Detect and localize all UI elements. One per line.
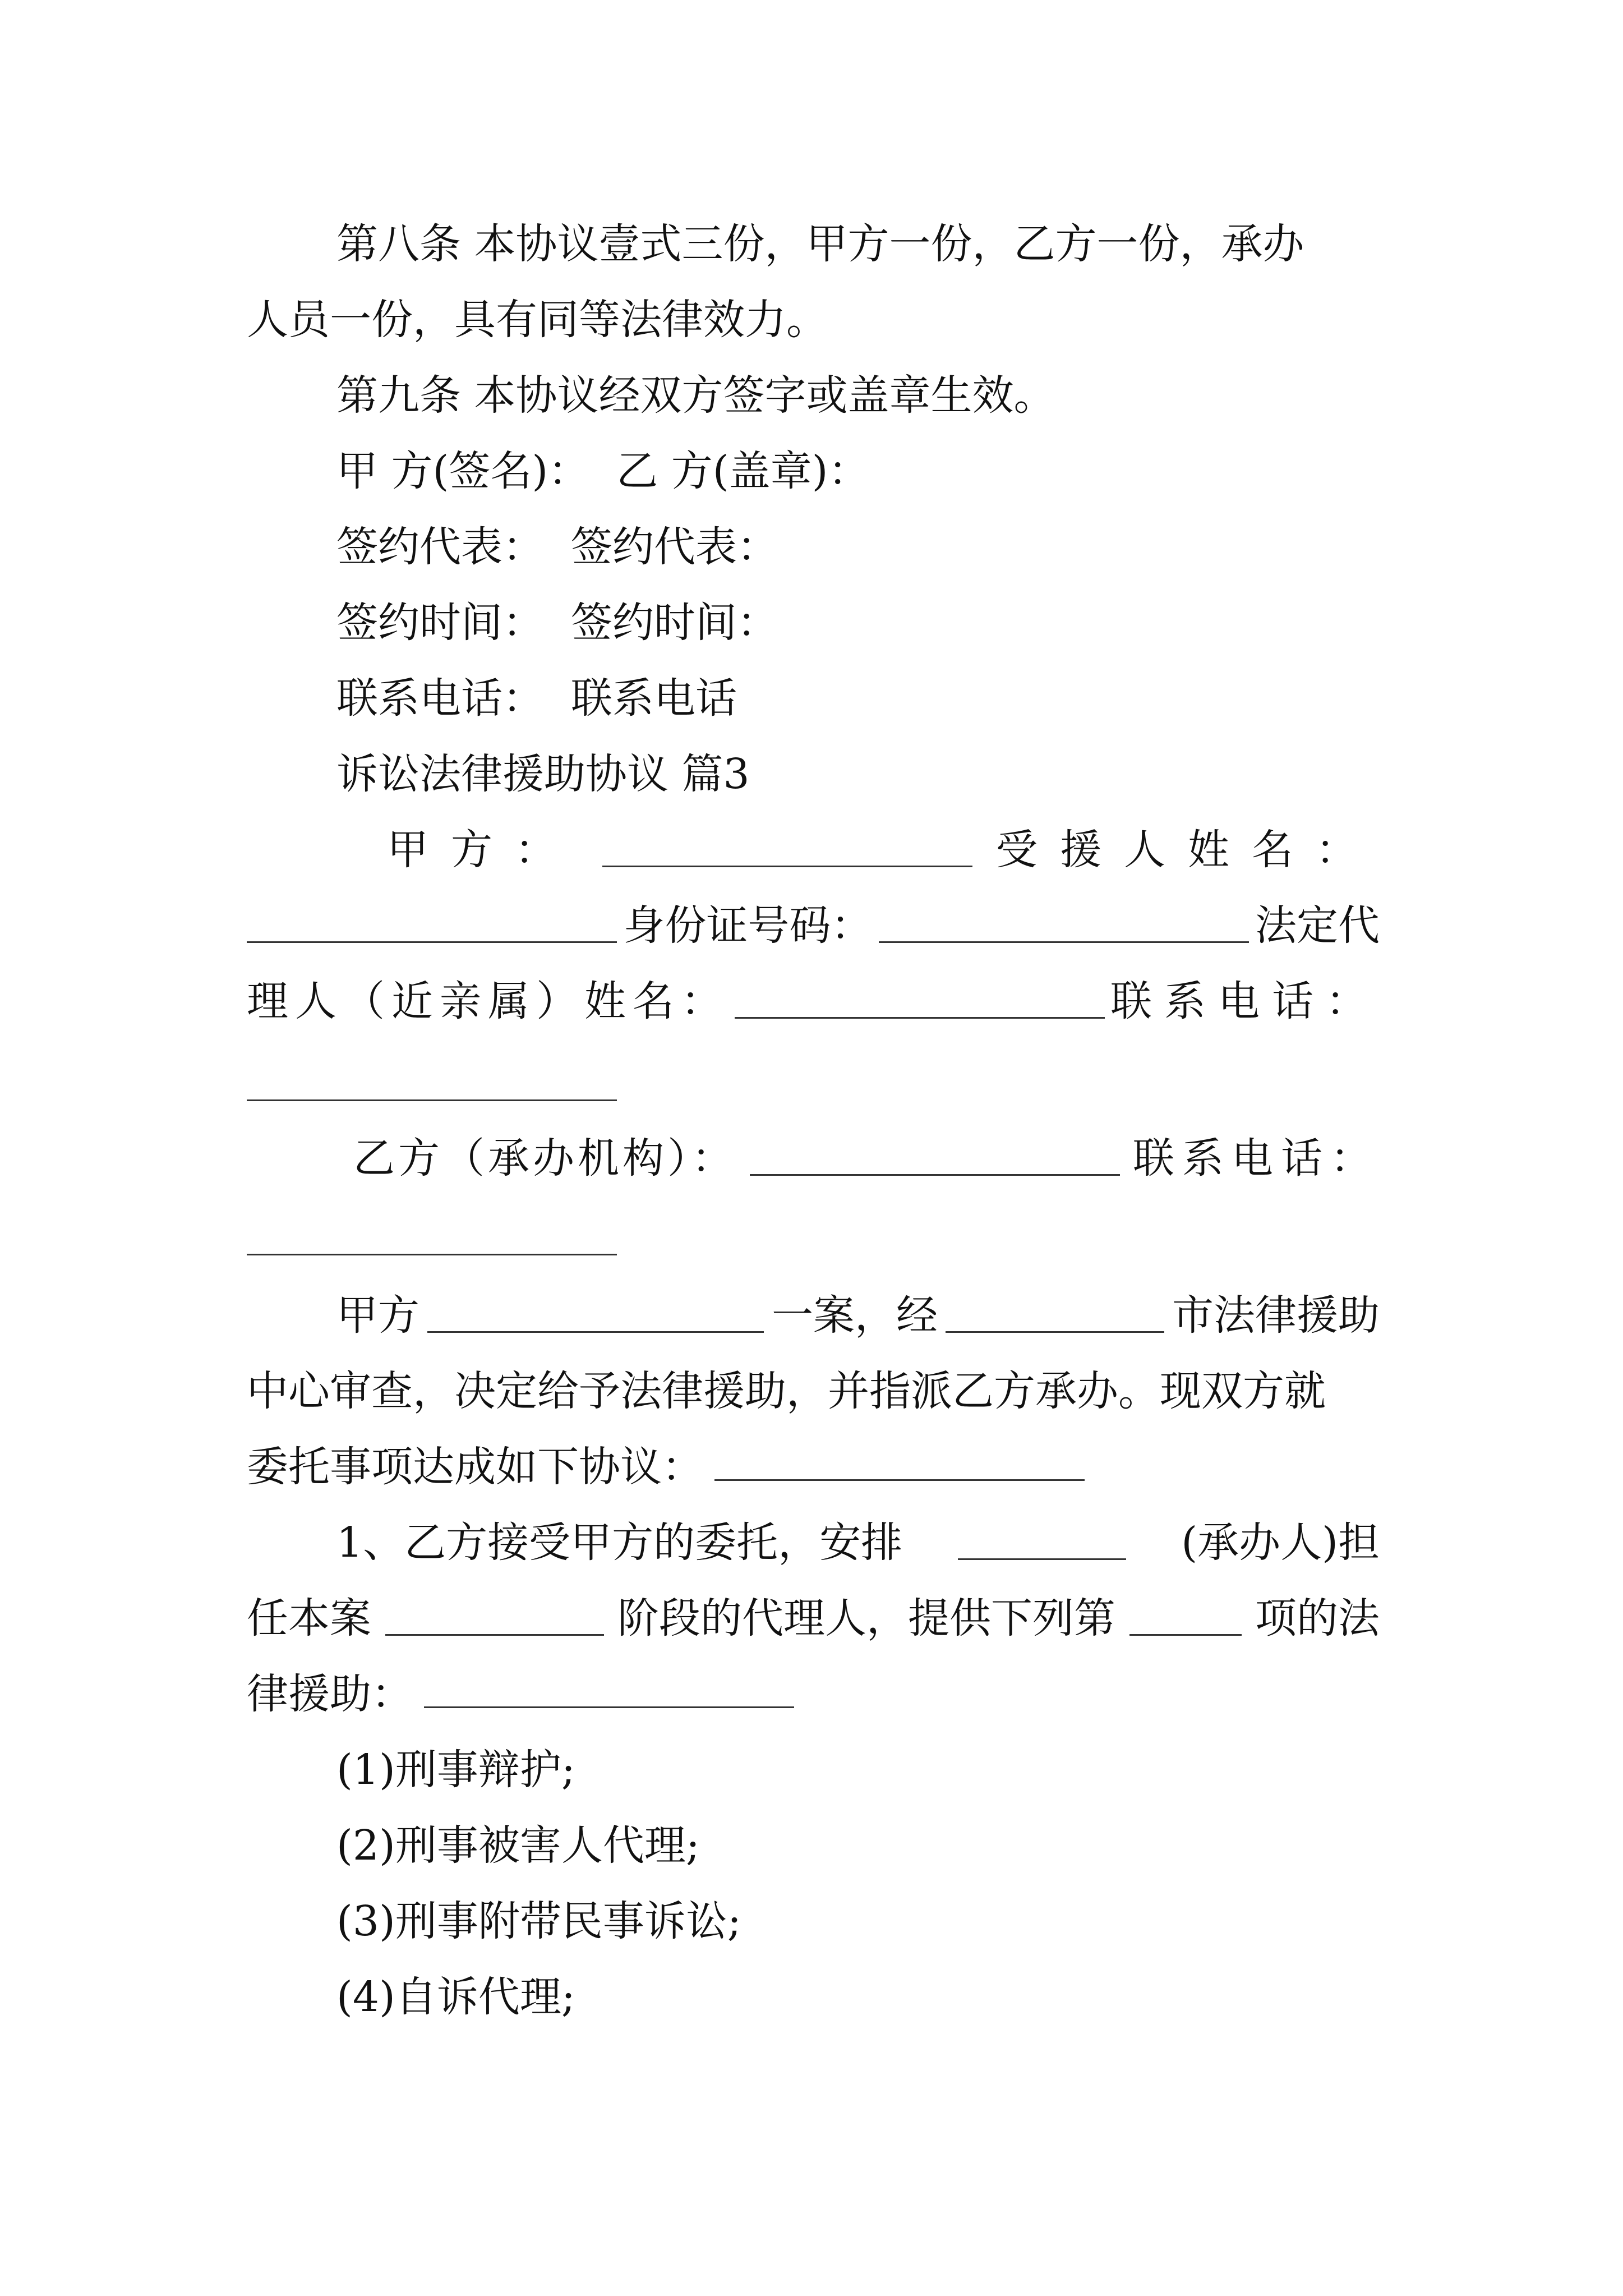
party-a-sign-label: 甲 方(签名)： bbox=[336, 447, 590, 495]
signature-rep-line bbox=[336, 513, 1380, 581]
party-a-rep-label: 签约代表： bbox=[336, 523, 544, 571]
party-a-phone-field-label: 联系电话： bbox=[1110, 977, 1380, 1025]
item-1-line-2 bbox=[247, 1585, 1380, 1652]
party-a-blank[interactable] bbox=[602, 833, 972, 867]
recipient-name-blank[interactable] bbox=[247, 909, 617, 943]
article-9-line: 第九条 本协议经双方签字或盖章生效。 bbox=[336, 371, 1055, 420]
item-1-text-1: 1、乙方接受甲方的委托，安排 bbox=[336, 1519, 903, 1567]
handler-blank[interactable] bbox=[958, 1526, 1126, 1560]
item-1-line-3 bbox=[247, 1660, 1380, 1728]
party-a-time-label: 签约时间： bbox=[336, 599, 544, 647]
signature-party-line bbox=[336, 438, 1380, 505]
item-1-text-4: 阶段的代理人，提供下列第 bbox=[617, 1594, 1115, 1642]
legal-rep-label-start: 法定代 bbox=[1255, 901, 1380, 950]
party-a-line bbox=[387, 816, 1380, 884]
intro-text-4: 委托事项达成如下协议： bbox=[247, 1443, 703, 1491]
intro-text-2: 一案，经 bbox=[772, 1291, 938, 1340]
article-8-line-1: 第八条 本协议壹式三份，甲方一份，乙方一份，承办 bbox=[336, 220, 1304, 268]
party-b-org-blank[interactable] bbox=[750, 1142, 1120, 1176]
item-1-text-2: (承办人)担 bbox=[1181, 1519, 1380, 1567]
id-number-line bbox=[247, 892, 1380, 959]
intro-line-1 bbox=[336, 1282, 1380, 1349]
party-b-phone-field-label: 联系电话： bbox=[1133, 1134, 1380, 1182]
city-blank[interactable] bbox=[946, 1299, 1164, 1333]
legal-aid-blank[interactable] bbox=[424, 1674, 794, 1708]
legal-rep-name-blank[interactable] bbox=[735, 984, 1105, 1019]
intro-line-2: 中心审查，决定给予法律援助，并指派乙方承办。现双方就 bbox=[247, 1367, 1326, 1415]
article-8-line-2: 人员一份，具有同等法律效力。 bbox=[247, 296, 828, 344]
item-number-blank[interactable] bbox=[1129, 1602, 1242, 1636]
id-number-label: 身份证号码： bbox=[623, 901, 873, 950]
party-b-time-label: 签约时间： bbox=[571, 599, 778, 647]
legal-rep-line bbox=[247, 968, 1380, 1035]
legal-rep-label-end: 理人（近亲属）姓名： bbox=[247, 977, 729, 1025]
case-name-blank[interactable] bbox=[427, 1299, 764, 1333]
option-civil-litigation: (3)刑事附带民事诉讼; bbox=[336, 1897, 741, 1945]
recipient-name-label: 受援人姓名： bbox=[996, 826, 1380, 874]
party-a-phone-label: 联系电话： bbox=[336, 674, 544, 723]
agreement-heading: 诉讼法律援助协议 篇3 bbox=[336, 750, 750, 798]
party-a-phone-blank[interactable] bbox=[247, 1099, 617, 1101]
party-b-line bbox=[353, 1125, 1380, 1192]
party-b-rep-label: 签约代表： bbox=[571, 523, 778, 571]
option-criminal-defense: (1)刑事辩护; bbox=[336, 1746, 575, 1794]
id-number-blank[interactable] bbox=[879, 909, 1249, 943]
signature-time-line bbox=[336, 589, 1380, 656]
item-1-text-3: 任本案 bbox=[247, 1594, 371, 1642]
option-victim-agent: (2)刑事被害人代理; bbox=[336, 1821, 700, 1870]
party-b-label: 乙方（承办机构）： bbox=[353, 1134, 736, 1182]
party-b-phone-label: 联系电话 bbox=[571, 674, 737, 723]
intro-text-1: 甲方 bbox=[336, 1291, 419, 1340]
intro-blank[interactable] bbox=[714, 1447, 1085, 1481]
item-1-text-5: 项的法 bbox=[1255, 1594, 1380, 1642]
signature-phone-line bbox=[336, 665, 1380, 732]
party-b-seal-label: 乙 方(盖章)： bbox=[616, 447, 870, 495]
intro-line-3 bbox=[247, 1433, 1380, 1501]
party-b-phone-blank[interactable] bbox=[247, 1254, 617, 1255]
party-a-label: 甲方： bbox=[387, 826, 579, 874]
option-private-prosecution: (4)自诉代理; bbox=[336, 1973, 575, 2021]
stage-blank[interactable] bbox=[385, 1602, 604, 1636]
intro-text-3: 市法律援助 bbox=[1172, 1291, 1380, 1340]
item-1-text-6: 律援助： bbox=[247, 1670, 413, 1718]
item-1-line-1 bbox=[336, 1509, 1380, 1576]
